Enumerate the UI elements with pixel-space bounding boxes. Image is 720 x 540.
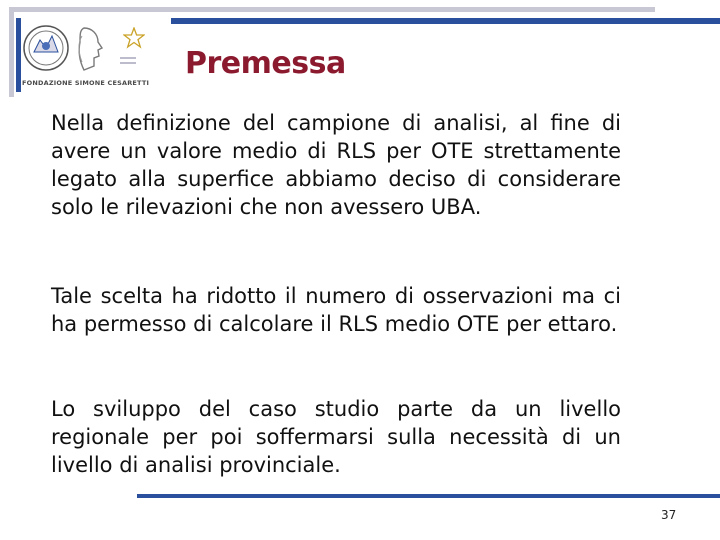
paragraph-2: Tale scelta ha ridotto il numero di osservazioni ma ci ha permesso di calcolare il RLS medio OTE per ettaro. — [51, 284, 621, 336]
page-number: 37 — [661, 508, 677, 522]
frame-top-accent-line — [171, 18, 720, 24]
paragraph-3: Lo sviluppo del caso studio parte da un livello regionale per poi soffermarsi sulla necessità di un livello di analisi provinciale. — [51, 397, 621, 477]
footer-accent-line — [137, 494, 720, 498]
logo-caption: FONDAZIONE SIMONE CESARETTI — [22, 79, 150, 87]
paragraph-1: Nella definizione del campione di analisi, al fine di avere un valore medio di RLS per OTE strettamente legato alla superfice abbiamo deciso di considerare solo le rilevazioni che non avessero UBA. — [51, 111, 621, 219]
slide-title: Premessa — [185, 46, 346, 81]
frame-top-outer-line — [9, 7, 655, 12]
star-icon — [123, 27, 145, 49]
frame-left-outer-line — [9, 7, 14, 97]
